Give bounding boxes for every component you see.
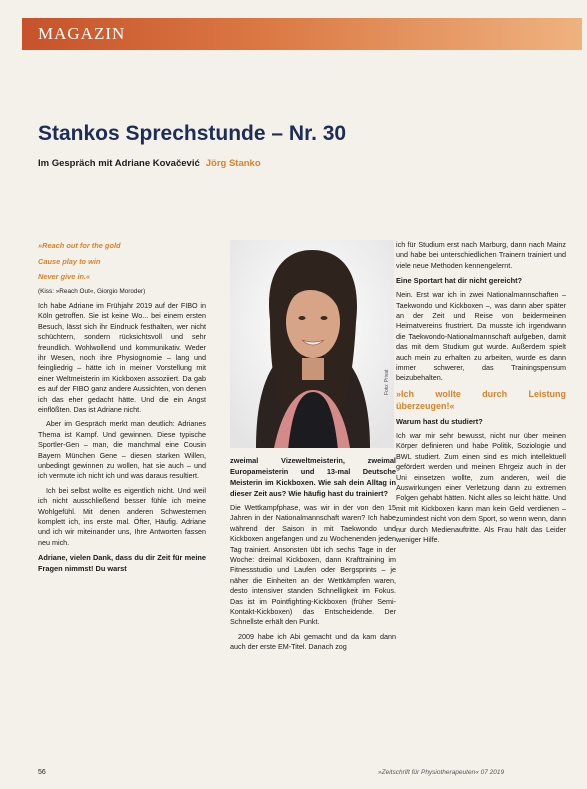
column-3 xyxy=(396,240,566,549)
paragraph: Ich bei selbst wollte es eigentlich nicht. Und weil ich nicht ausschließend besser fühle ich meine Wohlgefühl. Mit denen anderen Schwesternen komplett ich, ins erste mal. Öfter, Häufig. Adriane und ich wir miteinander uns, Ihre Antworten fassen neu mich. xyxy=(38,485,206,547)
section-label: MAGAZIN xyxy=(38,24,126,43)
interview-question: Eine Sportart hat dir nicht gereicht? xyxy=(396,276,523,286)
article-title: Stankos Sprechstunde – Nr. 30 xyxy=(38,122,347,145)
quote-line-1: »Reach out for the gold xyxy=(38,241,121,250)
section-banner xyxy=(22,18,582,50)
paragraph: Ich habe Adriane im Frühjahr 2019 auf der FIBO in Köln getroffen. Sie ist keine Wo... bei einem ersten Besuch, lässt sich ihr Eindruck festhalten, wer nicht schüchtern, sondern rücksichtsvoll und sehr freundlich. Wohlwollend und kommunikativ. Weder ihr Wesen, noch ihre Physiognomie – lang und feingliedrig – hätte ich in meiner Vorstellung mit einer Weltmeisterin im Kickboxen assoziiert. Da gab es auf der FIBO ganz andere Aussichten, von denen ich das eher gedacht hätte. Und die ein Angst einflößten. Das ist Adriane nicht. xyxy=(38,300,206,414)
paragraph: Die Wettkampfphase, was wir in der von den 15 Jahren in der Nationalmannschaft waren? Ich habe während der Saison in mit Taekwondo und Kickboxen angefangen und zu Wochenenden jeden Tag trainiert. Ansonsten übt ich sechs Tage in der Woche: dreimal Kickboxen, dann Krafttraining im Fitnessstudio und Laufen oder Bergsprints – je näher die Einheiten an der Wettkämpfen waren, desto intensiver standen Schnelligkeit im Fokus. Das ist im Pointfighting-Kickboxen (früher Semi-Kontakt-Kickboxen) das Entscheidende. Der Schnellste erhält den Punkt. xyxy=(230,503,396,627)
paragraph: Ich war mir sehr bewusst, nicht nur über meinen Körper definieren und habe Politik, Soziologie und BWL studiert. Zum einen sind es mich intellektuell gefördert werden und meinen Ehrgeiz auch in der Uni einsetzen wollte, zum anderen, weil die Auswirkungen einer Verletzung dann zu extremen Folgen gehabt hätten. Nicht alles so leicht hätte. Und mit mit Kickboxen kann man kein Geld verdienen – zumindest nicht von dem Sport, so wenn wenn, dann nur durch Medienauftritte. Als Frau hält das Leider weniger Hilfe. xyxy=(396,430,566,544)
column-1 xyxy=(38,240,206,578)
paragraph: Aber im Gespräch merkt man deutlich: Adrianes Thema ist Kampf. Und gewinnen. Diese typische Sportler-Gen – man, die manchmal eine Cousin Bayern München Gene – diesen starken Willen, unbedingt gewinnen zu wollen, hat sie auch – und ich vermute ich nicht ich und was daraus resultiert. xyxy=(38,419,206,481)
interview-question: Warum hast du studiert? xyxy=(396,416,483,426)
column-2 xyxy=(230,455,396,657)
pull-quote: »Ich wollte durch Leistung überzeugen!« xyxy=(396,388,566,411)
subtitle-text: Im Gespräch mit Adriane Kovačević xyxy=(38,158,200,169)
paragraph: 2009 habe ich Abi gemacht und da kam dann auch der erste EM-Titel. Danach zog xyxy=(230,631,396,652)
page-number: 56 xyxy=(38,769,46,776)
quote-source: (Kiss: »Reach Out«, Giorgio Moroder) xyxy=(38,287,146,295)
journal-footer: »Zeitschrift für Physiotherapeuten« 07 2019 xyxy=(378,769,505,776)
article-subtitle xyxy=(38,158,261,169)
paragraph: Nein. Erst war ich in zwei Nationalmannschaften – Taekwondo und Kickboxen –, was dann aber später an der Zeit und Reise von beidermeinen Heimatvereins frustriert. Da musste ich irgendwann die Taekwondo-Nationalmannschaft aufgeben, damit das mit dem Studium gut wurde. Außerdem spielt auch mein zu erhalten zu arbeiten, wurde es dann immer schwerer, das Trainingspensum beizubehalten. xyxy=(396,290,566,383)
quote-line-2: Cause play to win xyxy=(38,256,101,266)
paragraph: ich für Studium erst nach Marburg, dann nach Mainz und habe bei unterschiedlichen Trainern trainiert und viele neue Methoden kennengelernt. xyxy=(396,240,566,270)
interview-question: zweimal Vizeweltmeisterin, zweimal Europameisterin und 13-mal Deutsche Meisterin im Kickboxen. Wie sah dein Alltag in dieser Zeit aus? Wie häufig hast du trainiert? xyxy=(230,456,396,498)
portrait-photo xyxy=(230,240,394,448)
author-name: Jörg Stanko xyxy=(205,158,261,169)
interview-question: Adriane, vielen Dank, dass du dir Zeit für meine Fragen nimmst! Du warst xyxy=(38,553,206,574)
quote-line-3: Never give in.« xyxy=(38,272,91,281)
photo-credit: Foto: Privat xyxy=(384,369,390,395)
